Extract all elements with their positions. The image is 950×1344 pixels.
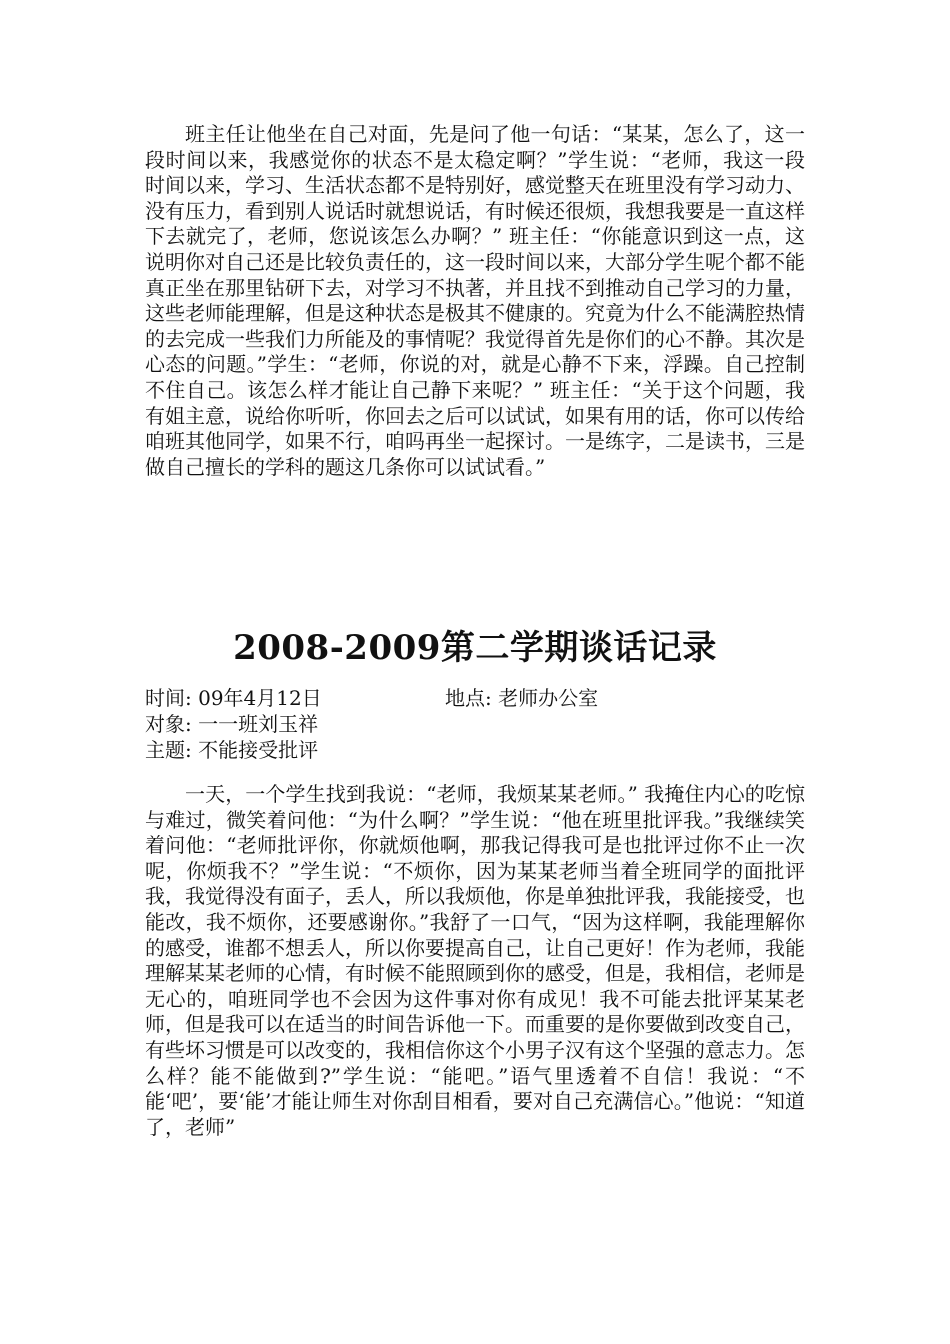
meta-time: 时间: 09年4月12日 bbox=[145, 686, 322, 710]
meta-place: 地点: 老师办公室 bbox=[445, 686, 599, 710]
dialogue-paragraph-1: 班主任让他坐在自己对面，先是问了他一句话：“某某，怎么了，这一段时间以来，我感觉你的状态不是太稳定啊？”学生说：“老师，我这一段时间以来，学习、生活状态都不是特别好，感觉整天在班里没有学习动力、没有压力，看到别人说话时就想说话，有时候还很烦，我想我要是一直这样下去就完了，老师，您说该怎么办啊？” 班主任：“你能意识到这一点，这说明你对自己还是比较负责任的，这一段时间以来，大部分学生呢个都不能真正坐在那里钻研下去，对学习不执著，并且找不到推动自己学习的力量，这些老师能理解，但是这种状态是极其不健康的。究竟为什么不能满腔热情的去完成一些我们力所能及的事情呢？我觉得首先是你们的心不静。其次是心态的问题。”学生：“老师，你说的对，就是心静不下来，浮躁。自己控制不住自己。该怎么样才能让自己静下来呢？” 班主任：“关于这个问题，我有姐主意，说给你听听，你回去之后可以试试，如果有用的话，你可以传给咱班其他同学，如果不行，咱吗再坐一起探讨。一是练字，二是读书，三是做自己擅长的学科的题这几条你可以试试看。” bbox=[145, 122, 805, 479]
meta-subject: 对象: 一一班刘玉祥 bbox=[145, 712, 319, 736]
meta-topic: 主题: 不能接受批评 bbox=[145, 738, 319, 762]
record-title: 2008-2009第二学期谈话记录 bbox=[233, 628, 717, 668]
dialogue-paragraph-2: 一天，一个学生找到我说：“老师，我烦某某老师。” 我掩住内心的吃惊与难过，微笑着问他：“为什么啊？”学生说：“他在班里批评我。”我继续笑着问他：“老师批评你，你就烦他啊，那我记得我可是也批评过你不止一次呢，你烦我不？”学生说：“不烦你，因为某某老师当着全班同学的面批评我，我觉得没有面子，丢人，所以我烦他，你是单独批评我，我能接受，也能改，我不烦你，还要感谢你。”我舒了一口气，“因为这样啊，我能理解你的感受，谁都不想丢人，所以你要提高自己，让自己更好！作为老师，我能理解某某老师的心情，有时候不能照顾到你的感受，但是，我相信，老师是无心的，咱班同学也不会因为这件事对你有成见！我不可能去批评某某老师，但是我可以在适当的时间告诉他一下。而重要的是你要做到改变自己，有些坏习惯是可以改变的，我相信你这个小男子汉有这个坚强的意志力。怎么样？能不能做到?”学生说：“能吧。”语气里透着不自信！我说：“不能‘吧’，要‘能’才能让师生对你刮目相看，要对自己充满信心。”他说：“知道了，老师” bbox=[145, 782, 805, 1139]
